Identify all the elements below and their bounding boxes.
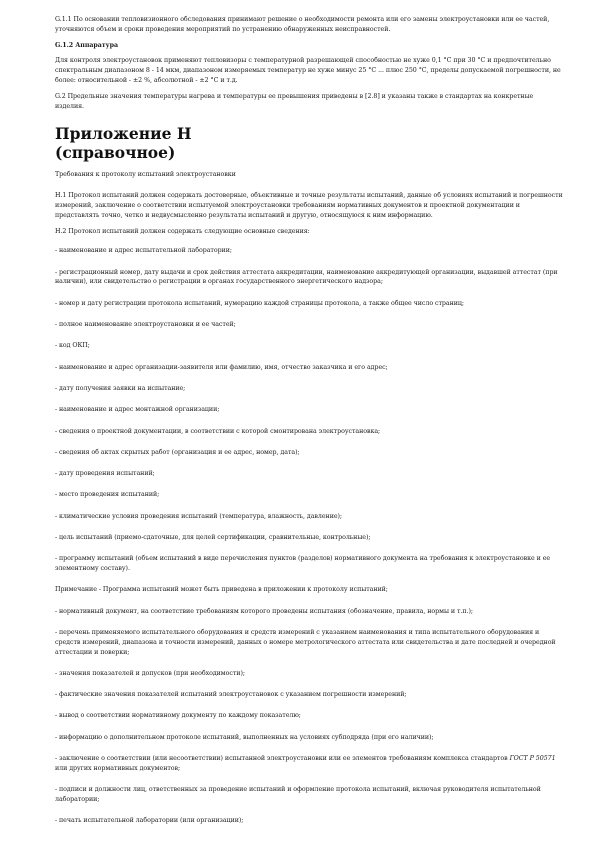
list-item: - место проведения испытаний; xyxy=(55,491,160,499)
list-item: - подписи и должности лиц, ответственных за проведение испытаний и оформление протокола испытаний, включая руководителя испытательной лаборатории; xyxy=(55,786,541,803)
list-item: - нормативный документ, на соответствие требованиям которого проведены испытания (обозначение, правила, нормы и т.п.); xyxy=(55,607,473,615)
paragraph-h1: Н.1 Протокол испытаний должен содержать достоверные, объективные и точные результаты испытаний, данные об условиях испытаний и погрешности измерений, заключение о соответствии испытуемой электроустановки требованиям нормативных документов и проектной документации и представлять точно, четко и недвусмысленно результаты испытаний и другую, относящуюся к ним информацию. xyxy=(55,192,563,219)
list-item: - наименование и адрес монтажной организации; xyxy=(55,406,220,414)
list-item: - цель испытаний (приемо-сдаточные, для целей сертификации, сравнительные, контрольные); xyxy=(55,534,371,542)
list-item: - вывод о соответствии нормативному документу по каждому показателю; xyxy=(55,712,301,720)
paragraph-g11: G.1.1 По основании тепловизионного обследования принимают решение о необходимости ремонта или его замены электроустановки или ее частей, уточняются объем и сроки проведения мероприятий по устранению обнаруженных неисправностей. xyxy=(55,16,550,33)
list-item: - программу испытаний (объем испытаний в виде перечисления пунктов (разделов) нормативного документа на требования к электроустановке и ее элементному составу). xyxy=(55,555,551,573)
list-item: - код ОКП; xyxy=(55,342,90,350)
list-item: - дату получения заявки на испытание; xyxy=(55,384,186,392)
appendix-title-line2: (справочное) xyxy=(55,142,176,162)
list-item: - дату проведения испытаний; xyxy=(55,470,155,478)
list-item-conclusion xyxy=(55,754,563,774)
appendix-title xyxy=(55,125,563,162)
appendix-subtitle: Требования к протоколу испытаний электроустановки xyxy=(55,171,236,179)
appendix-title-line1: Приложение Н xyxy=(55,124,192,144)
list-item: - номер и дату регистрации протокола испытаний, нумерацию каждой страницы протокола, а также общее число страниц; xyxy=(55,299,464,307)
program-note: Примечание - Программа испытаний может быть приведена в приложении к протоколу испытаний; xyxy=(55,586,388,594)
paragraph-h2: Н.2 Протокол испытаний должен содержать следующие основные сведения: xyxy=(55,227,310,235)
list-item: - перечень применяемого испытательного оборудования и средств измерений с указанием наименования и типа испытательного оборудования и средств измерений, диапазона и точности измерений, данных о номере метрологического аттестата или свидетельства и дате последней и очередной аттестации и поверки; xyxy=(55,629,556,656)
subheading-g12: G.1.2 Аппаратура xyxy=(55,41,119,49)
list-item: - наименование и адрес организации-заявителя или фамилию, имя, отчество заказчика и его адрес; xyxy=(55,363,388,371)
gost-reference: ГОСТ Р 50571 xyxy=(509,755,556,763)
list-item: - фактические значения показателей испытаний электроустановок с указанием погрешности измерений; xyxy=(55,691,407,699)
list-item: - сведения о проектной документации, в соответствии с которой смонтирована электроустановка; xyxy=(55,427,381,435)
list-item: - регистрационный номер, дату выдачи и срок действия аттестата аккредитации, наименование аккредитующей организации, выдавшей аттестат (при наличии), или свидетельство о регистрации в органах государственного энергетического надзора; xyxy=(55,268,558,286)
list-item: - наименование и адрес испытательной лаборатории; xyxy=(55,247,232,255)
list-item: - климатические условия проведения испытаний (температура, влажность, давление); xyxy=(55,512,343,520)
paragraph-g12: Для контроля электроустановок применяют тепловизоры с температурной разрешающей способностью не хуже 0,1 °С при 30 °С и предпочтительно спектральным диапазоном 8 - 14 мкм, диапазоном измеряемых температур не хуже минус 25 °С ... плюс 250 °С, пределы допускаемой погрешности, не более: относительной - ±2 %, абсолютной - ±2 °С и т.д. xyxy=(55,57,561,84)
list-item: - значения показателей и допусков (при необходимости); xyxy=(55,669,245,677)
list-item: - полное наименование электроустановки и ее частей; xyxy=(55,321,236,329)
requirements-list xyxy=(55,246,563,826)
list-item: - печать испытательной лаборатории (или организации); xyxy=(55,817,244,825)
conclusion-text: - заключение о соответствии (или несоответствии) испытанной электроустановки или ее элементов требованиям комплекса стандартов xyxy=(55,755,510,763)
list-item: - информацию о дополнительном протоколе испытаний, выполненных на условиях субподряда (при его наличии); xyxy=(55,733,434,741)
list-item: - сведения об актах скрытых работ (организация и ее адрес, номер, дата); xyxy=(55,448,300,456)
paragraph-g2: G.2 Предельные значения температуры нагрева и температуры ее превышения приведены в [2.8] и указаны также в стандартах на конкретные изделия. xyxy=(55,92,534,110)
conclusion-text-end: или других нормативных документов; xyxy=(55,764,181,772)
